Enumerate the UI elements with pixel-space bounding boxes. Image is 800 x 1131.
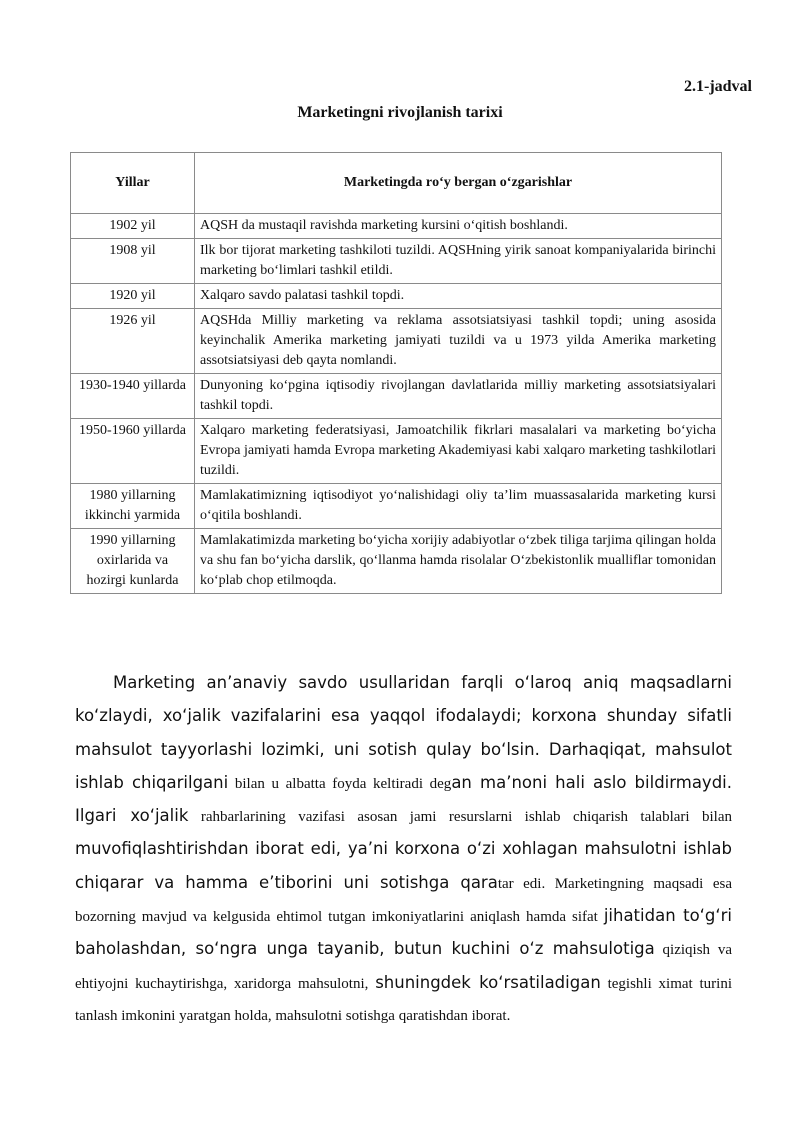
body-paragraph: [75, 667, 732, 1032]
paragraph-segment: tar edi. Marketingning maqsadi esa bozorning mavjud va kelgusida ehtimol tutgan imkoniyatlarini aniqlash hamda sifat: [75, 875, 733, 926]
table-row: [71, 239, 722, 284]
row-year: 1926 yil: [71, 309, 195, 374]
row-year: 1920 yil: [71, 284, 195, 309]
row-year: 1990 yillarning oxirlarida va hozirgi kunlarda: [71, 529, 195, 594]
table-number: 2.1-jadval: [684, 78, 752, 95]
row-text: Dunyoning kо‘pgina iqtisodiy rivojlangan davlatlarida milliy marketing assotsiatsiyalari tashkil topdi.: [195, 374, 722, 419]
paragraph-segment: an ma’noni hali aslo bildirmaydi. Ilgari xo‘jalik: [75, 772, 732, 826]
table-row: [71, 284, 722, 309]
paragraph-segment: shuningdek ko‘rsatiladigan: [375, 972, 601, 992]
row-year: 1950-1960 yillarda: [71, 419, 195, 484]
paragraph-segment: bilan u albatta foyda keltiradi deg: [234, 775, 452, 792]
paragraph-segment: qiziqish va ehtiyojni kuchaytirishga, xaridorga mahsulotni,: [75, 942, 733, 992]
table-row: [71, 374, 722, 419]
row-text: Ilk bor tijorat marketing tashkiloti tuzildi. AQSHning yirik sanoat kompaniyalarida birinchi marketing bо‘limlari tashkil etildi.: [195, 239, 722, 284]
row-year: 1980 yillarning ikkinchi yarmida: [71, 484, 195, 529]
header-changes: Marketingda rо‘y bergan о‘zgarishlar: [195, 153, 722, 214]
marketing-history-table: [70, 152, 722, 594]
paragraph-segment: tegishli ximat turini tanlash imkonini yaratgan holda, mahsulotni sotishga qaratishdan iborat.: [75, 975, 733, 1024]
row-text: AQSHda Milliy marketing va reklama assotsiatsiyasi tashkil topdi; uning asosida keyinchalik Amerika marketing jamiyati tuzildi va u 1973 yilda Amerika marketing assotsiatsiyasi deb qayta nomlandi.: [195, 309, 722, 374]
table-row: [71, 419, 722, 484]
row-year: 1902 yil: [71, 214, 195, 239]
row-text: Mamlakatimizning iqtisodiyot yо‘nalishidagi oliy ta’lim muassasalarida marketing kursi о‘qitila boshlandi.: [195, 484, 722, 529]
header-years: Yillar: [71, 153, 195, 214]
row-year: 1908 yil: [71, 239, 195, 284]
paragraph-segment: muvofiqlashtirishdan iborat edi, ya’ni korxona o‘zi xohlagan mahsulotni ishlab chiqarar va hamma e’tiborini uni sotishga qara: [75, 839, 732, 892]
row-text: AQSH da mustaqil ravishda marketing kursini о‘qitish boshlandi.: [195, 214, 722, 239]
row-text: Mamlakatimizda marketing bо‘yicha xorijiy adabiyotlar о‘zbek tiliga tarjima qilingan holda va shu fan bо‘yicha darslik, qо‘llanma hamda risolalar О‘zbekistonlik mualliflar tomonidan kо‘plab chop etilmoqda.: [195, 529, 722, 594]
table-row: [71, 529, 722, 594]
paragraph-segment: Marketing an’anaviy savdo usullaridan farqli o‘laroq aniq maqsadlarni ko‘zlaydi, xo‘jalik vazifalarini esa yaqqol ifodalaydi; korxona shunday sifatli mahsulot tayyorlashi lozimki, uni sotish qulay bo‘lsin. Darhaqiqat, mahsulot ishlab chiqarilgani: [75, 673, 732, 792]
row-year: 1930-1940 yillarda: [71, 374, 195, 419]
paragraph-segment: jihatidan to‘g‘ri baholashdan, so‘ngra unga tayanib, butun kuchini o‘z mahsulotiga: [75, 906, 733, 959]
row-text: Xalqaro savdo palatasi tashkil topdi.: [195, 284, 722, 309]
table-title: Marketingni rivojlanish tarixi: [297, 104, 503, 121]
row-text: Xalqaro marketing federatsiyasi, Jamoatchilik fikrlari masalalari va marketing bо‘yicha Evropa jamiyati hamda Evropa marketing Akademiyasi kabi xalqaro marketing tashkilotlari tuzildi.: [195, 419, 722, 484]
table-header-row: [71, 153, 722, 214]
paragraph-segment: rahbarlarining vazifasi asosan jami resurslarni ishlab chiqarish talablari bilan: [200, 809, 733, 826]
table-row: [71, 309, 722, 374]
table-row: [71, 214, 722, 239]
table-row: [71, 484, 722, 529]
